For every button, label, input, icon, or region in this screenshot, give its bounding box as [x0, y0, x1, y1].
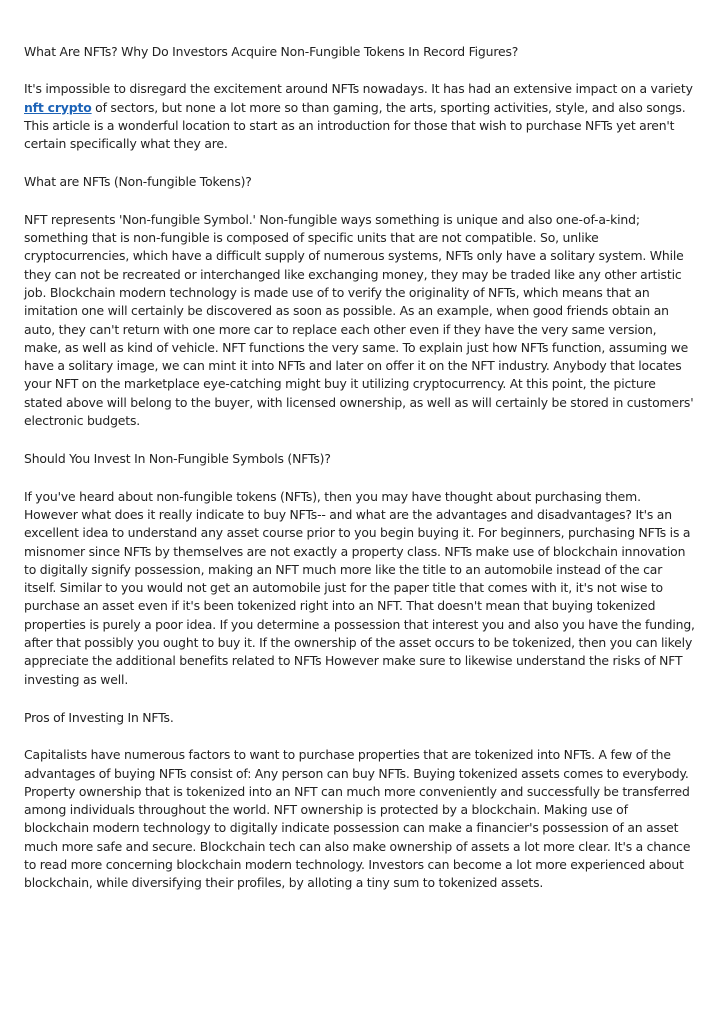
- section-heading-should-you-invest: Should You Invest In Non-Fungible Symbols (NFTs)?: [24, 451, 331, 467]
- section-body-pros-of-investing: Capitalists have numerous factors to want to purchase properties that are tokenized into NFTs. A few of the advantages of buying NFTs consist of: Any person can buy NFTs. Buying tokenized assets comes to everybody. Property ownership that is tokenized into an NFT can much more conveniently and successfully be transferred among individuals throughout the world. NFT ownership is protected by a blockchain. Making use of blockchain modern technology to digitally indicate possession can make a financier's possession of an asset much more safe and secure. Blockchain tech can also make ownership of assets a lot more clear. It's a chance to read more concerning blockchain modern technology. Investors can become a lot more experienced about blockchain, while diversifying their profiles, by alloting a tiny sum to tokenized assets.: [24, 747, 691, 891]
- intro-paragraph: [24, 80, 696, 153]
- intro-text-before-link: It's impossible to disregard the excitement around NFTs nowadays. It has had an extensive impact on a variety: [24, 81, 693, 97]
- nft-crypto-link[interactable]: nft crypto: [24, 99, 92, 115]
- intro-text-after-link: of sectors, but none a lot more so than gaming, the arts, sporting activities, style, and also songs. This article is a wonderful location to start as an introduction for those that wish to purchase NFTs yet aren't certain specifically what they are.: [24, 99, 686, 152]
- section-body-should-you-invest: If you've heard about non-fungible tokens (NFTs), then you may have thought about purchasing them. However what does it really indicate to buy NFTs-- and what are the advantages and disadvantages? It's an excellent idea to understand any asset course prior to you begin buying it. For beginners, purchasing NFTs is a misnomer since NFTs by themselves are not exactly a property class. NFTs make use of blockchain innovation to digitally signify possession, making an NFT much more like the title to an automobile instead of the car itself. Similar to you would not get an automobile just for the paper title that comes with it, it's not wise to purchase an asset even if it's been tokenized right into an NFT. That doesn't mean that buying tokenized properties is purely a poor idea. If you determine a possession that interest you and also you have the funding, after that possibly you ought to buy it. If the ownership of the asset occurs to be tokenized, then you can likely appreciate the additional benefits related to NFTs However make sure to likewise understand the risks of NFT investing as well.: [24, 488, 695, 687]
- section-heading-pros-of-investing: Pros of Investing In NFTs.: [24, 709, 174, 725]
- section-heading-what-are-nfts: What are NFTs (Non-fungible Tokens)?: [24, 174, 252, 190]
- article-title: What Are NFTs? Why Do Investors Acquire Non-Fungible Tokens In Record Figures?: [24, 44, 519, 59]
- section-body-what-are-nfts: NFT represents 'Non-fungible Symbol.' Non-fungible ways something is unique and also one-of-a-kind; something that is non-fungible is composed of specific units that are not compatible. So, unlike cryptocurrencies, which have a difficult supply of numerous systems, NFTs only have a solitary system. While they can not be recreated or interchanged like exchanging money, they may be traded like any other artistic job. Blockchain modern technology is made use of to verify the originality of NFTs, which means that an imitation one will certainly be discovered as soon as possible. As an example, when good friends obtain an auto, they can't return with one more car to replace each other even if they have the very same version, make, as well as kind of vehicle. NFT functions the very same. To explain just how NFTs function, assuming we have a solitary image, we can mint it into NFTs and later on offer it on the NFT industry. Anybody that locates your NFT on the marketplace eye-catching might buy it utilizing cryptocurrency. At this point, the picture stated above will belong to the buyer, with licensed ownership, as well as will certainly be stored in customers' electronic budgets.: [24, 211, 694, 429]
